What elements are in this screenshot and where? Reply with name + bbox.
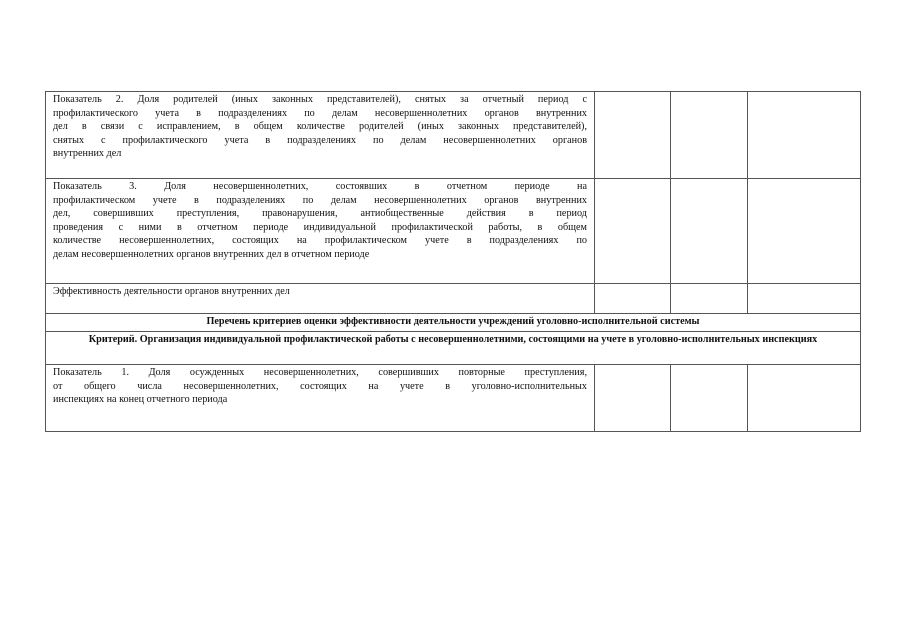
value-cell[interactable] bbox=[595, 179, 671, 284]
indicator-cell bbox=[46, 365, 595, 432]
indicator-line: Показатель 1. Доля осужденных несовершеннолетних, совершивших повторные преступления, bbox=[53, 367, 587, 378]
criteria-table bbox=[45, 91, 861, 432]
indicator-cell bbox=[46, 92, 595, 179]
indicator-line: внутренних дел bbox=[53, 148, 122, 160]
indicator-cell bbox=[46, 179, 595, 284]
table-row bbox=[46, 179, 861, 284]
value-cell[interactable] bbox=[748, 179, 861, 284]
indicator-line: от общего числа несовершеннолетних, состоящих на учете в уголовно-исполнительных bbox=[53, 380, 587, 392]
value-cell[interactable] bbox=[748, 92, 861, 179]
indicator-line: снятых с профилактического учета в подразделениях по делам несовершеннолетних органов bbox=[53, 134, 587, 146]
table-row bbox=[46, 365, 861, 432]
value-cell[interactable] bbox=[595, 365, 671, 432]
section-heading: Перечень критериев оценки эффективности деятельности учреждений уголовно-исполнительной системы bbox=[46, 314, 861, 332]
table-row bbox=[46, 332, 861, 365]
indicator-line: дел, совершивших преступления, правонарушения, антиобщественные действия в период bbox=[53, 208, 587, 220]
value-cell[interactable] bbox=[595, 92, 671, 179]
indicator-line: количестве несовершеннолетних, состоящих на профилактическом учете в подразделениях по bbox=[53, 235, 587, 247]
value-cell[interactable] bbox=[671, 365, 748, 432]
value-cell[interactable] bbox=[671, 284, 748, 314]
table-row bbox=[46, 284, 861, 314]
indicator-line: проведения с ними в отчетном периоде индивидуальной профилактической работы, в общем bbox=[53, 221, 587, 233]
indicator-line: дел в связи с исправлением, в общем количестве родителей (иных законных представителей), bbox=[53, 121, 587, 133]
indicator-line: профилактического учета в подразделениях по делам несовершеннолетних органов внутренних bbox=[53, 107, 587, 119]
indicator-line: Показатель 2. Доля родителей (иных законных представителей), снятых за отчетный период с bbox=[53, 94, 587, 105]
value-cell[interactable] bbox=[748, 365, 861, 432]
value-cell[interactable] bbox=[748, 284, 861, 314]
indicator-line: инспекциях на конец отчетного периода bbox=[53, 394, 228, 406]
indicator-line: Показатель 3. Доля несовершеннолетних, состоявших в отчетном периоде на bbox=[53, 181, 587, 192]
table-row bbox=[46, 314, 861, 332]
indicator-line: делам несовершеннолетних органов внутренних дел в отчетном периоде bbox=[53, 248, 370, 260]
summary-cell bbox=[46, 284, 595, 314]
criterion-heading: Критерий. Организация индивидуальной профилактической работы с несовершеннолетними, состоящими на учете в уголовно-исполнительных инспекциях bbox=[46, 332, 861, 365]
summary-text: Эффективность деятельности органов внутренних дел bbox=[53, 286, 290, 297]
value-cell[interactable] bbox=[671, 92, 748, 179]
indicator-line: профилактическом учете в подразделениях по делам несовершеннолетних органов внутренних bbox=[53, 194, 587, 206]
value-cell[interactable] bbox=[595, 284, 671, 314]
table-row bbox=[46, 92, 861, 179]
value-cell[interactable] bbox=[671, 179, 748, 284]
